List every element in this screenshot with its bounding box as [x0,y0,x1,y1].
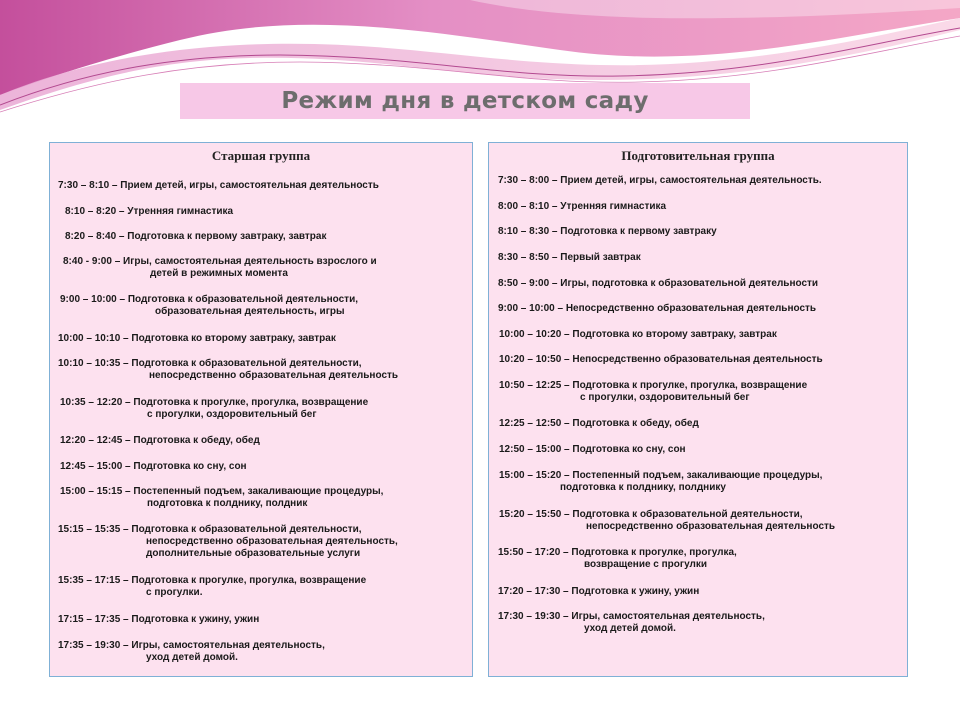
schedule-item: 8:40 - 9:00 – Игры, самостоятельная деятельность взрослого и детей в режимных момента [63,256,377,279]
schedule-item: 8:10 – 8:20 – Утренняя гимнастика [65,206,234,217]
schedule-item: 15:15 – 15:35 – Подготовка к образовательной деятельности, непосредственно образовательная деятельность, дополнительные образовательные услуги [58,524,398,559]
schedule-item: 7:30 – 8:00 – Прием детей, игры, самостоятельная деятельность. [498,175,822,186]
schedule-item: 15:00 – 15:15 – Постепенный подъем, закаливающие процедуры, подготовка к полднику, полдник [60,486,384,509]
schedule-item: 12:25 – 12:50 – Подготовка к обеду, обед [499,418,699,429]
schedule-item: 15:00 – 15:20 – Постепенный подъем, закаливающие процедуры, подготовка к полднику, полднику [499,470,823,493]
schedule-item: 15:20 – 15:50 – Подготовка к образовательной деятельности, непосредственно образовательная деятельность [499,509,836,532]
prep-group-header: Подготовительная группа [621,148,775,163]
schedule-item: 7:30 – 8:10 – Прием детей, игры, самостоятельная деятельность [58,180,379,191]
schedule-item: 10:20 – 10:50 – Непосредственно образовательная деятельность [499,354,823,365]
title-bar [180,83,750,119]
schedule-item: 17:15 – 17:35 – Подготовка к ужину, ужин [58,614,260,625]
schedule-item: 8:20 – 8:40 – Подготовка к первому завтраку, завтрак [65,231,327,242]
schedule-item: 15:50 – 17:20 – Подготовка к прогулке, прогулка, возвращение с прогулки [498,547,737,570]
schedule-item: 8:50 – 9:00 – Игры, подготовка к образовательной деятельности [498,278,819,289]
schedule-item: 9:00 – 10:00 – Непосредственно образовательная деятельность [498,303,817,314]
schedule-item: 9:00 – 10:00 – Подготовка к образовательной деятельности, образовательная деятельность, игры [60,294,359,317]
schedule-item: 8:30 – 8:50 – Первый завтрак [498,252,641,263]
slide-title: Режим дня в детском саду [281,88,649,114]
schedule-item: 10:00 – 10:20 – Подготовка ко второму завтраку, завтрак [499,329,777,340]
schedule-item: 17:35 – 19:30 – Игры, самостоятельная деятельность, уход детей домой. [58,640,325,663]
schedule-item: 10:00 – 10:10 – Подготовка ко второму завтраку, завтрак [58,333,336,344]
prep-group-panel [488,142,908,677]
senior-group-header: Старшая группа [211,148,311,163]
schedule-item: 15:35 – 17:15 – Подготовка к прогулке, прогулка, возвращение с прогулки. [58,575,367,598]
schedule-item: 10:50 – 12:25 – Подготовка к прогулке, прогулка, возвращение с прогулки, оздоровительный бег [499,380,808,403]
schedule-item: 12:45 – 15:00 – Подготовка ко сну, сон [60,461,247,472]
schedule-item: 10:35 – 12:20 – Подготовка к прогулке, прогулка, возвращение с прогулки, оздоровительный бег [60,397,369,420]
schedule-item: 10:10 – 10:35 – Подготовка к образовательной деятельности, непосредственно образовательная деятельность [58,358,399,381]
schedule-item: 12:20 – 12:45 – Подготовка к обеду, обед [60,435,260,446]
schedule-item: 8:10 – 8:30 – Подготовка к первому завтраку [498,226,717,237]
senior-group-panel [49,142,473,677]
schedule-item: 17:30 – 19:30 – Игры, самостоятельная деятельность, уход детей домой. [498,611,765,634]
schedule-item: 8:00 – 8:10 – Утренняя гимнастика [498,201,667,212]
schedule-item: 17:20 – 17:30 – Подготовка к ужину, ужин [498,586,700,597]
schedule-item: 12:50 – 15:00 – Подготовка ко сну, сон [499,444,686,455]
